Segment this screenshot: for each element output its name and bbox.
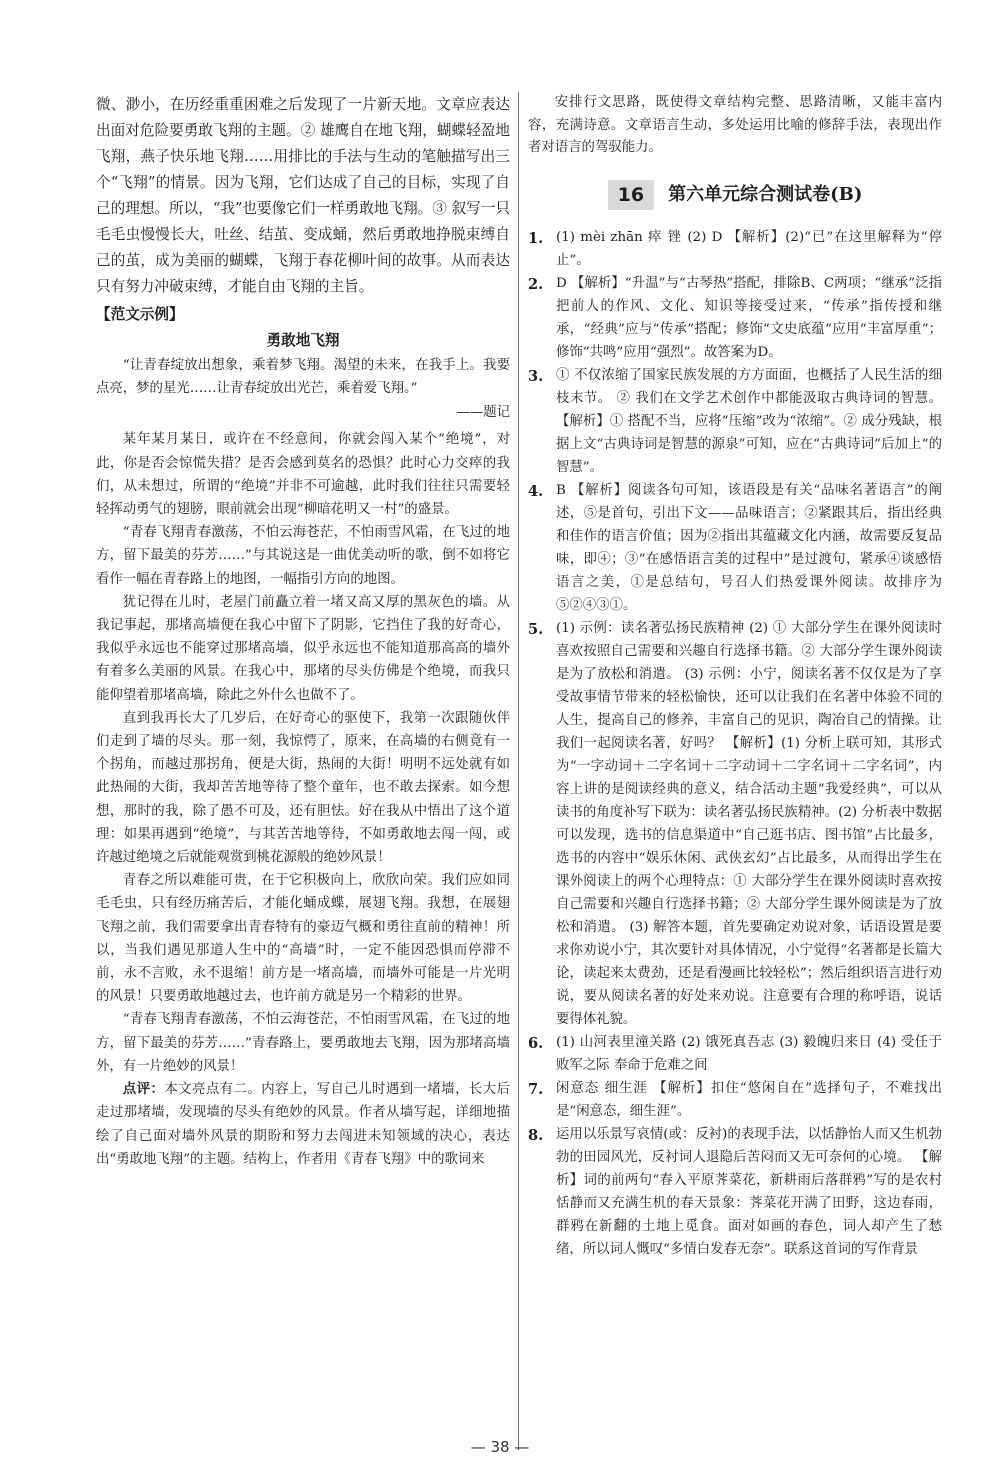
answer-text: (1) 山河表里潼关路 (2) 饿死真吾志 (3) 毅魄归来日 (4) 受任于败军之际 奉命于危难之间 bbox=[556, 1034, 942, 1073]
essay-comment bbox=[96, 1078, 510, 1171]
answer-number: 5. bbox=[528, 620, 544, 638]
essay-paragraph: “青春飞翔青春激荡，不怕云海苍茫，不怕雨雪风霜，在飞过的地方，留下最美的芬芳……”与其说这是一曲优美动听的歌，倒不如将它看作一幅在青春路上的地图，一幅指引方向的地图。 bbox=[96, 525, 510, 587]
answer-item bbox=[528, 1077, 942, 1123]
essay-title: 勇敢地飞翔 bbox=[266, 332, 340, 349]
right-column bbox=[528, 92, 942, 1261]
essay-paragraph: 犹记得在儿时，老屋门前矗立着一堵又高又厚的黑灰色的墙。从我记事起，那堵高墙便在我心中留下了阴影，它挡住了我的好奇心，我似乎永远也不能穿过那堵高墙，似乎永远也不能知道那高高的墙外有着多么美丽的风景。在我心中，那堵的尽头仿佛是个绝境，而我只能仰望着那堵高墙，除此之外什么也做不了。 bbox=[96, 594, 510, 703]
answer-text: 闲意态 细生涯 【解析】扣住“悠闲自在”选择句子，不难找出是“闲意态，细生涯”。 bbox=[556, 1080, 942, 1119]
answer-item bbox=[528, 1123, 942, 1261]
section-title-text: 第六单元综合测试卷(B) bbox=[668, 183, 863, 205]
answer-number: 4. bbox=[528, 482, 544, 500]
answer-number: 1. bbox=[528, 229, 544, 247]
comment-label: 点评： bbox=[122, 1081, 165, 1098]
answer-text: (1) mèi zhān 瘁 锉 (2) D 【解析】(2)“已”在这里解释为“停止”。 bbox=[556, 229, 942, 268]
essay-paragraph: “青春飞翔青春激荡，不怕云海苍茫，不怕雨雪风霜，在飞过的地方，留下最美的芬芳……”青春路上，要勇敢地去飞翔，因为那堵高墙外，有一片绝妙的风景！ bbox=[96, 1012, 510, 1074]
example-heading: 【范文示例】 bbox=[96, 306, 184, 323]
section-number: 16 bbox=[608, 180, 654, 210]
answer-item bbox=[528, 617, 942, 1031]
page-number: — 38 — bbox=[470, 1438, 530, 1456]
answer-item bbox=[528, 1031, 942, 1077]
answer-list bbox=[528, 226, 942, 1261]
essay-epigraph: “让青春绽放出想象，乘着梦飞翔。渴望的未来，在我手上。我要点亮，梦的星光……让青春绽放出光芒，乘着爱飞翔。” bbox=[96, 358, 510, 397]
left-column bbox=[96, 92, 510, 1171]
answer-text: ① 不仅浓缩了国家民族发展的方方面面，也概括了人民生活的细枝末节。 ② 我们在文学艺术创作中都能汲取古典诗词的智慧。【解析】① 搭配不当，应将“压缩”改为“浓缩”。② 成分残缺，根据上文“古典诗词是智慧的源泉”可知，应在“古典诗词”后加上“的智慧”。 bbox=[556, 367, 942, 475]
prompt-analysis-paragraph: 微、渺小，在历经重重困难之后发现了一片新天地。文章应表达出面对危险要勇敢飞翔的主题。② 雄鹰自在地飞翔，蝴蝶轻盈地飞翔，燕子快乐地飞翔……用排比的手法与生动的笔触描写出三个“飞翔”的情景。因为飞翔，它们达成了自己的目标，实现了自己的理想。所以，“我”也要像它们一样勇敢地飞翔。③ 叙写一只毛毛虫慢慢长大，吐丝、结茧、变成蛹，然后勇敢地挣脱束缚自己的茧，成为美丽的蝴蝶，飞翔于春花柳叶间的故事。从而表达只有努力冲破束缚，才能自由飞翔的主旨。 bbox=[96, 96, 510, 295]
answer-item bbox=[528, 272, 942, 364]
answer-text: 运用以乐景写哀情(或：反衬)的表现手法，以恬静怡人而又生机勃勃的田园风光，反衬词人退隐后苦闷而又无可奈何的心境。 【解析】词的前两句“春入平原荠菜花，新耕雨后落群鸦”写的是农村恬静而又充满生机的春天景象：荠菜花开满了田野，这边春雨，群鸦在新翻的土地上觅食。面对如画的春色，词人却产生了愁绪，所以词人慨叹“多情白发春无奈”。联系这首词的写作背景 bbox=[556, 1126, 942, 1257]
answer-text: (1) 示例：读名著弘扬民族精神 (2) ① 大部分学生在课外阅读时喜欢按照自己需要和兴趣自行选择书籍。② 大部分学生课外阅读是为了放松和消遣。 (3) 示例：小宁，阅读名著不仅仅是为了享受故事情节带来的轻松愉快，还可以让我们在名著中体验不同的人生，提高自己的修养，丰富自己的见识，陶冶自己的情操。让我们一起阅读名著，好吗？ 【解析】(1) 分析上联可知，其形式为“一字动词＋二字名词＋二字动词＋二字名词＋二字名词”，内容上讲的是阅读经典的意义，结合活动主题“我爱经典”，可以从读书的角度补写下联为：读名著弘扬民族精神。(2) 分析表中数据可以发现，选书的信息渠道中“自己逛书店、图书馆”占比最多，选书的内容中“娱乐休闲、武侠玄幻”占比最多，从而得出学生在课外阅读上的两个心理特点：① 大部分学生在课外阅读时喜欢按自己需要和兴趣自行选择书籍；② 大部分学生课外阅读是为了放松和消遣。 (3) 解答本题，首先要确定劝说对象，话语设置是要求你劝说小宁，其次要针对具体情况，小宁觉得“名著都是长篇大论，读起来太费劲，还是看漫画比较轻松”；然后组织语言进行劝说，要从阅读名著的好处来劝说。注意要有合理的称呼语，说话要得体礼貌。 bbox=[556, 620, 942, 1027]
answer-item bbox=[528, 364, 942, 479]
essay-paragraph: 某年某月某日，或许在不经意间，你就会闯入某个“绝境”，对此，你是否会惊慌失措？是否会感到莫名的恐惧？此时心力交瘁的我们，从未想过，所谓的“绝境”并非不可逾越，此时我们往往只需要轻轻挥动勇气的翅膀，眼前就会出现“柳暗花明又一村”的盛景。 bbox=[96, 432, 510, 518]
column-divider bbox=[518, 92, 519, 1450]
answer-number: 8. bbox=[528, 1126, 544, 1144]
answer-text: D 【解析】“升温”与“古琴热”搭配，排除B、C两项；“继承”泛指把前人的作风、文化、知识等接受过来，“传承”指传授和继承，“经典”应与“传承”搭配；修饰“文史底蕴”应用“丰富厚重”；修饰“共鸣”应用“强烈”。故答案为D。 bbox=[556, 275, 942, 360]
answer-text: B 【解析】阅读各句可知，该语段是有关“品味名著语言”的阐述，⑤是首句，引出下文——品味语言；②紧跟其后，指出经典和佳作的语言价值；因为②指出其蕴藏文化内涵，故需要反复品味，即④；③“在感悟语言美的过程中”是过渡句，紧承④谈感悟语言之美，①是总结句，号召人们热爱课外阅读。故排序为⑤②④③①。 bbox=[556, 482, 942, 613]
essay-paragraph: 青春之所以难能可贵，在于它积极向上，欣欣向荣。我们应如同毛毛虫，只有经历痛苦后，才能化蛹成蝶，展翅飞翔。我想，在展翅飞翔之前，我们需要拿出青春特有的豪迈气概和勇往直前的精神！所以，当我们遇见那道人生中的“高墙”时，一定不能因恐惧而停滞不前，永不言败，永不退缩！前方是一堵高墙，而墙外可能是一片光明的风景！只要勇敢地越过去，也许前方就是另一个精彩的世界。 bbox=[96, 873, 510, 1005]
answer-item bbox=[528, 479, 942, 617]
essay-paragraph: 直到我再长大了几岁后，在好奇心的驱使下，我第一次跟随伙伴们走到了墙的尽头。那一刻，我惊愕了，原来，在高墙的右侧竟有一个拐角，而越过那拐角，便是大街，热闹的大街！明明不远处就有如此热闹的大街，我却苦苦地等待了整个童年，也不敢去探索。如今想想，那时的我，除了愚不可及，还有胆怯。好在我从中悟出了这个道理：如果再遇到“绝境”，与其苦苦地等待，不如勇敢地去闯一闯，或许越过绝境之后就能观赏到桃花源般的绝妙风景！ bbox=[96, 710, 510, 866]
section-title bbox=[528, 180, 942, 210]
epigraph-signature: ——题记 bbox=[456, 405, 510, 421]
answer-number: 6. bbox=[528, 1034, 544, 1052]
answer-number: 2. bbox=[528, 275, 544, 293]
answer-number: 7. bbox=[528, 1080, 544, 1098]
comment-text: 本文亮点有二。内容上，写自己儿时遇到一堵墙，长大后走过那堵墙，发现墙的尽头有绝妙的风景。作者从墙写起，详细地描绘了自己面对墙外风景的期盼和努力去闯进未知领域的决心，表达出“勇敢地飞翔”的主题。结构上，作者用《青春飞翔》中的歌词来 bbox=[96, 1082, 511, 1167]
answer-number: 3. bbox=[528, 367, 544, 385]
model-essay bbox=[96, 328, 510, 1171]
answer-item bbox=[528, 226, 942, 272]
comment-continuation: 安排行文思路，既使得文章结构完整、思路清晰，又能丰富内容，充满诗意。文章语言生动，多处运用比喻的修辞手法，表现出作者对语言的驾驭能力。 bbox=[528, 95, 942, 155]
